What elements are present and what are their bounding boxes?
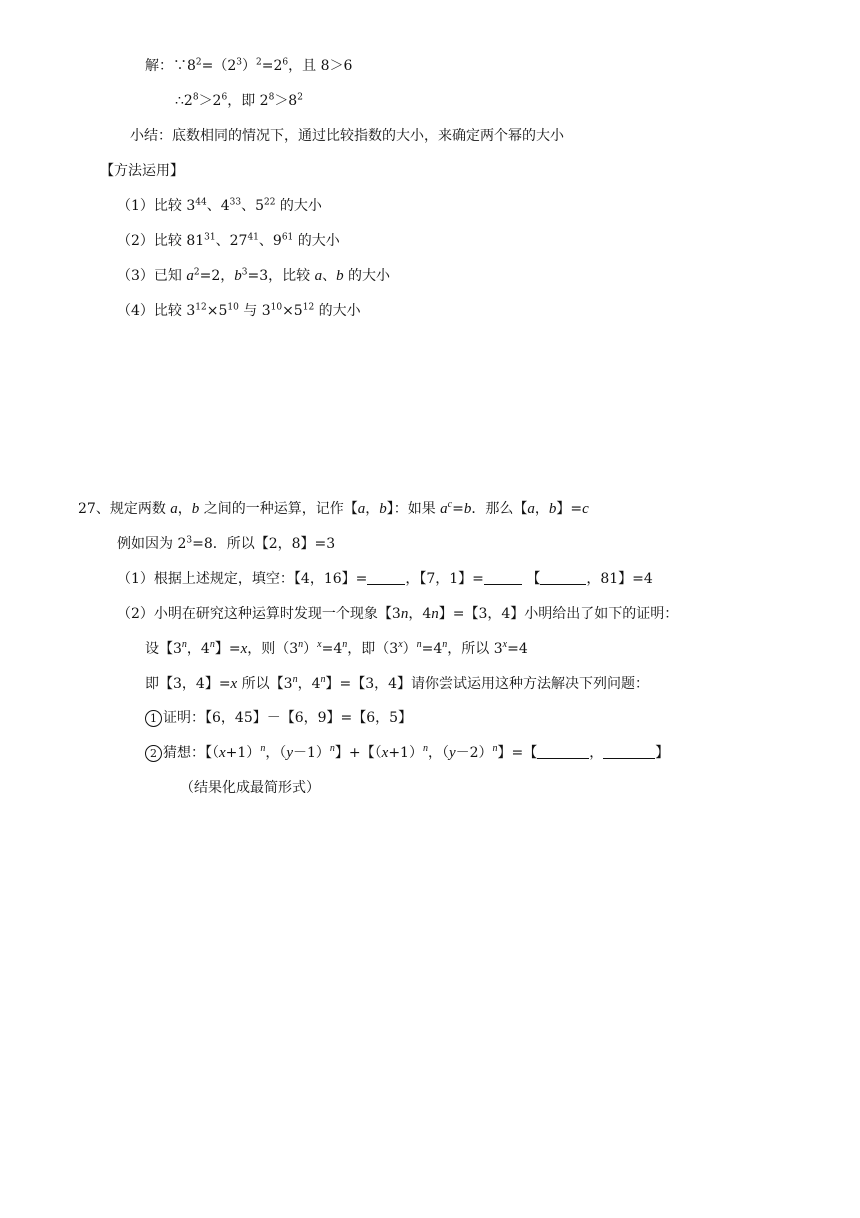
method-question-2: （2）比较 $81^{31}$、$27^{41}$、$9^{61}$ 的大小 xyxy=(117,232,340,249)
method-question-3: （3）已知 $a^2=2$，$b^3=3$，比较 a、b 的大小 xyxy=(117,267,391,284)
simplify-note: （结果化成最简形式） xyxy=(180,780,320,796)
proof-line-1: 设【3$^n$，$4^n$】=x，则$(3^n)^x=4^n$，即$(3^x)^n=4^n$，所以 $3^x=4$ xyxy=(145,639,528,657)
answer-blank-2[interactable] xyxy=(484,570,522,585)
method-question-4: （4）比较 $3^{12}\times 5^{10}$ 与 $3^{10}\times 5^{12}$ 的大小 xyxy=(117,302,361,319)
problem-27-part-1: （1）根据上述规定，填空：【4，16】= ，【7，1】= 【 ，81】=4 xyxy=(117,571,653,587)
circled-number-2: 2 xyxy=(145,745,162,762)
proof-task-1: 1 证明：【6，45】－【6，9】=【6，5】 xyxy=(145,708,412,728)
answer-blank-5[interactable] xyxy=(603,744,655,759)
problem-27-intro: 27、规定两数 a，b 之间的一种运算，记作【a，b】：如果 $a^c=b$．那么【a，b】=c xyxy=(78,499,589,517)
answer-blank-4[interactable] xyxy=(537,744,589,759)
solution-line-1: 解：$\because 8^2=(2^3)^2=2^6$，且 8＞6 xyxy=(145,57,353,74)
problem-27-part-2: （2）小明在研究这种运算时发现一个现象【3n，4n】=【3，4】小明给出了如下的证明： xyxy=(117,606,679,622)
guess-task-2: 2 猜想：【$(x+1)^n$，$(y-1)^n$】+【$(x+1)^n$，$(y-2)^n$】=【 ， 】 xyxy=(145,743,669,763)
method-heading: 【方法运用】 xyxy=(100,163,184,179)
answer-blank-3[interactable] xyxy=(540,570,586,585)
solution-line-2: $\therefore 2^8>2^6$，即 $2^8>8^2$ xyxy=(175,92,303,109)
answer-blank-1[interactable] xyxy=(367,570,405,585)
solution-summary: 小结：底数相同的情况下，通过比较指数的大小，来确定两个幂的大小 xyxy=(130,128,564,144)
circled-number-1: 1 xyxy=(145,710,162,727)
proof-line-2: 即【3，4】=x 所以【3$^n$，$4^n$】=【3，4】请你尝试运用这种方法解决下列问题： xyxy=(145,674,650,692)
method-question-1: （1）比较 $3^{44}$、$4^{33}$、$5^{22}$ 的大小 xyxy=(117,197,322,214)
problem-27-example: 例如因为 $2^3=8$．所以【2，8】=3 xyxy=(117,535,336,552)
